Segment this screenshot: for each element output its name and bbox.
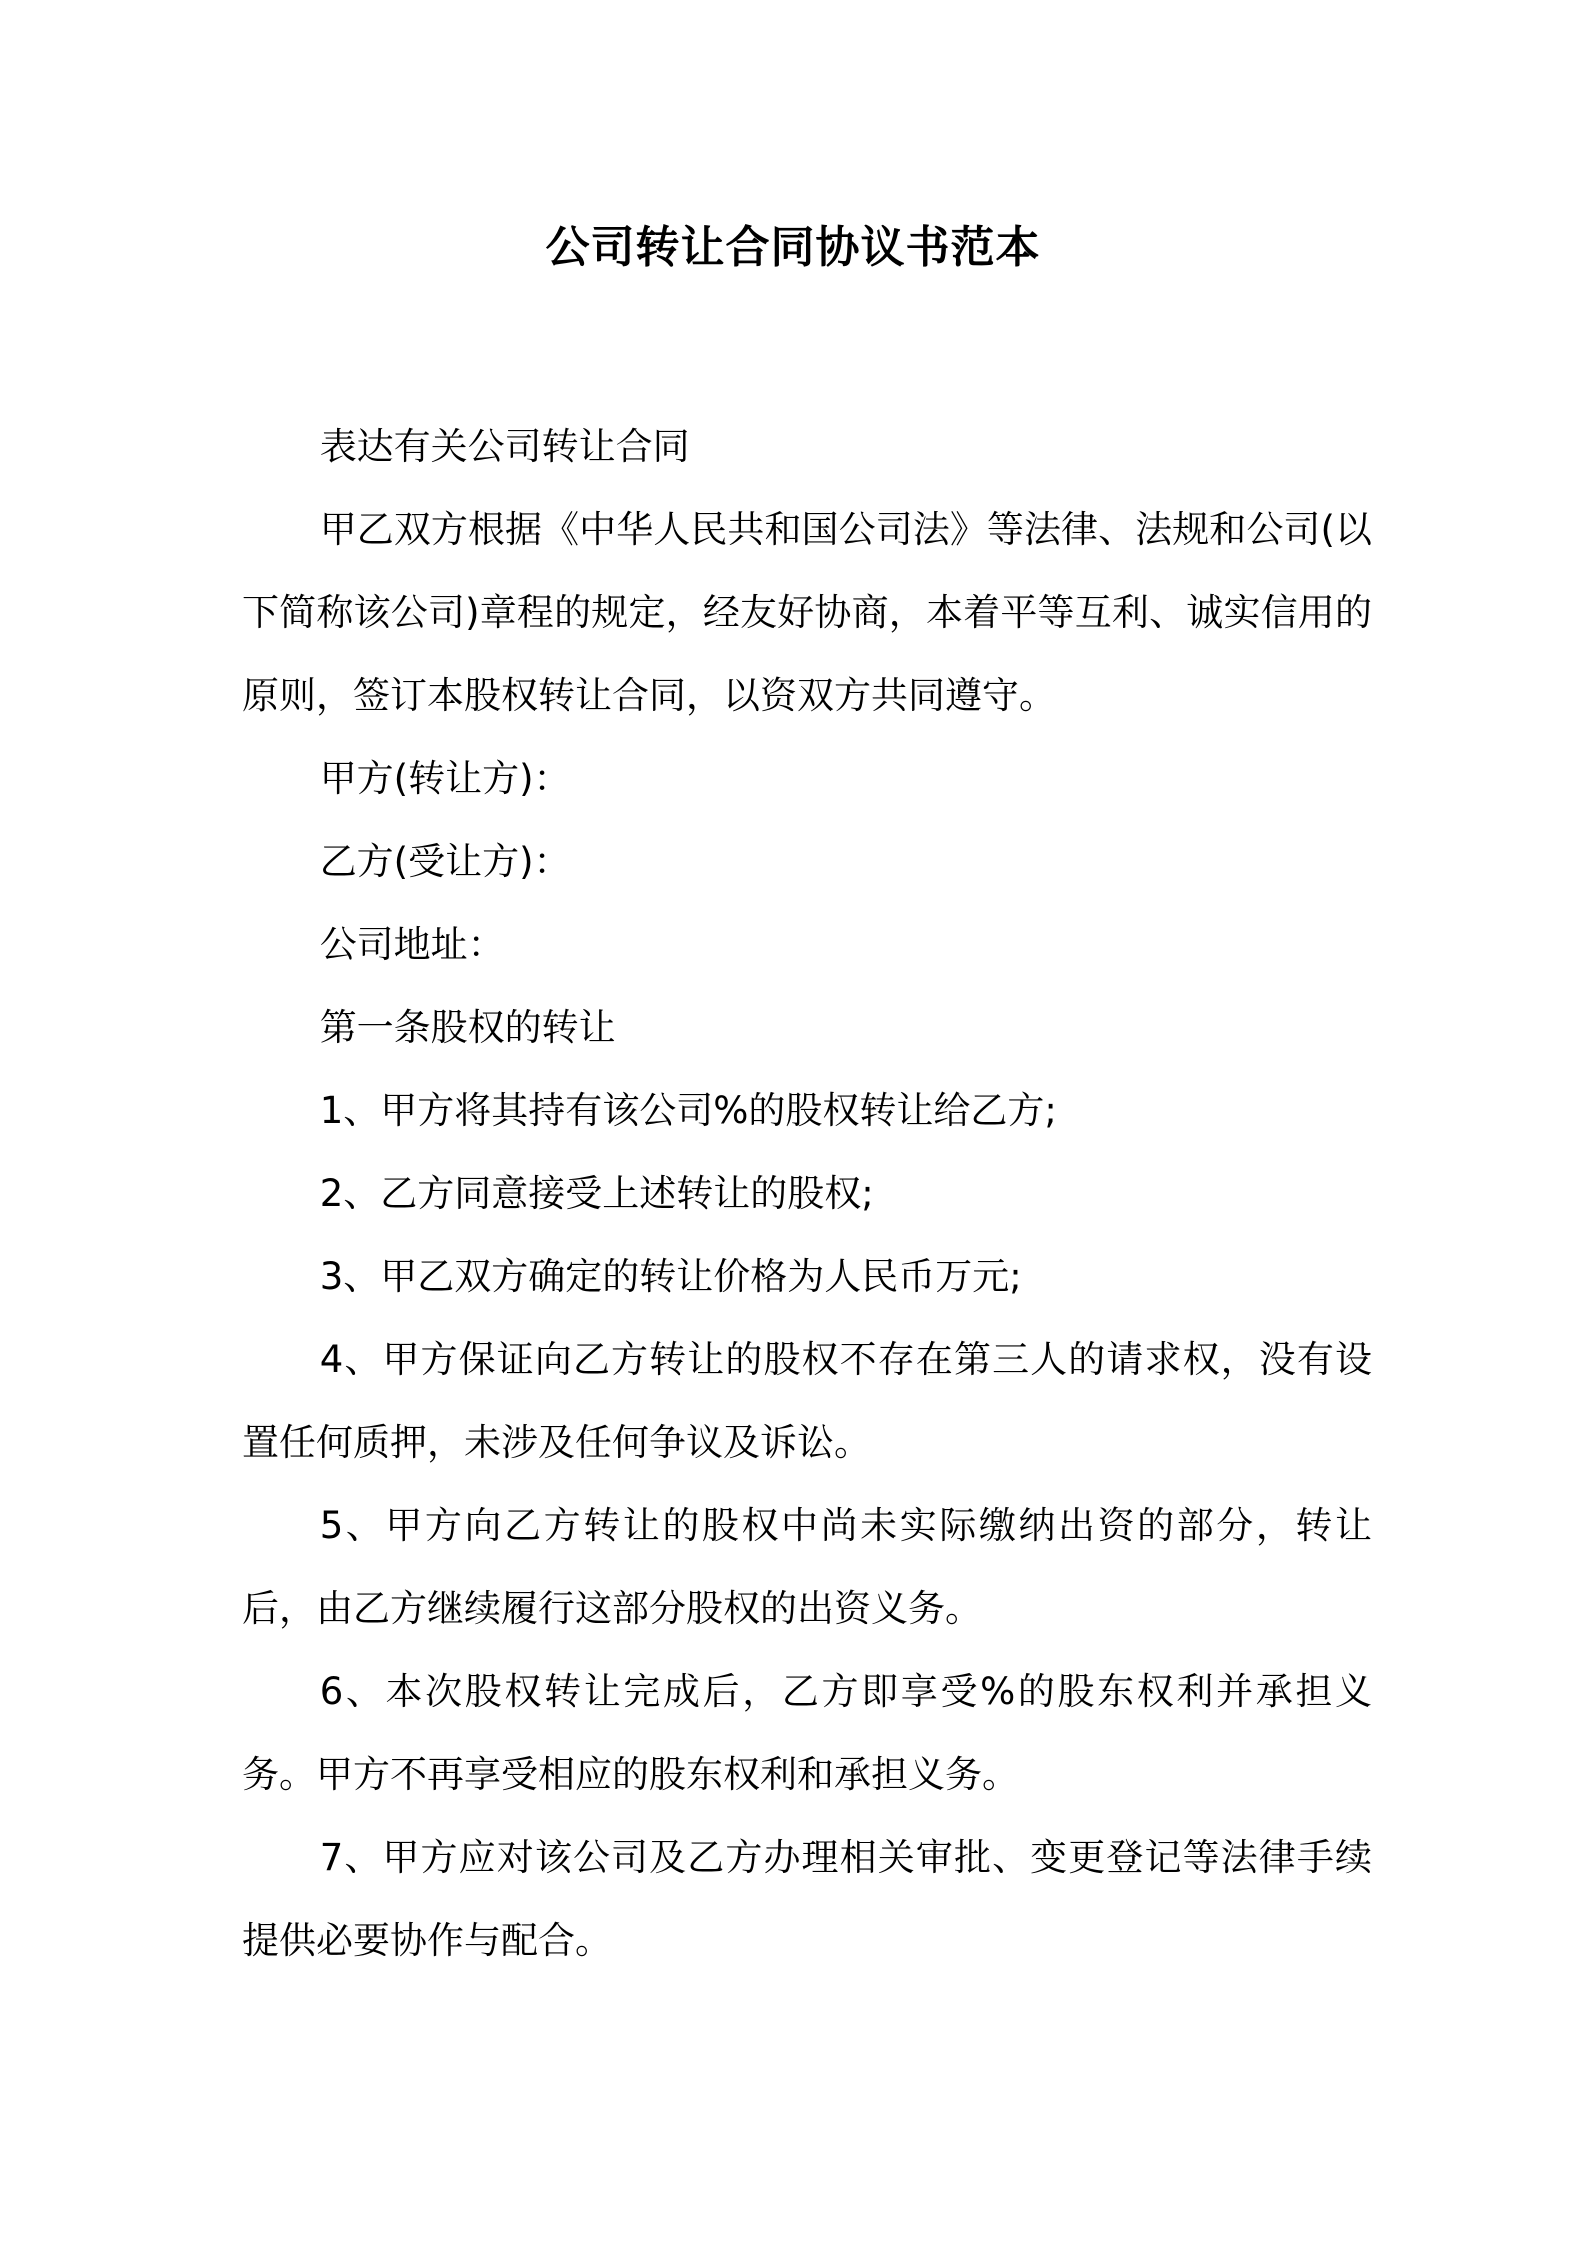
article-one-heading: 第一条股权的转让 [319, 1006, 616, 1049]
paragraph-intro: 表达有关公司转让合同 [319, 425, 690, 468]
clause-6: 6、本次股权转让完成后，乙方即享受%的股东权利并承担义务。甲方不再享受相应的股东权利和承担义务。 [242, 1670, 1372, 1796]
clause-4: 4、甲方保证向乙方转让的股权不存在第三人的请求权，没有设置任何质押，未涉及任何争议及诉讼。 [242, 1338, 1372, 1464]
company-address-line: 公司地址： [319, 923, 505, 966]
party-b-line: 乙方(受让方)： [319, 840, 571, 883]
clause-1: 1、甲方将其持有该公司%的股权转让给乙方; [319, 1089, 1057, 1132]
clause-2: 2、乙方同意接受上述转让的股权; [319, 1172, 874, 1215]
paragraph-preamble: 甲乙双方根据《中华人民共和国公司法》等法律、法规和公司(以下简称该公司)章程的规定，经友好协商，本着平等互利、诚实信用的原则，签订本股权转让合同，以资双方共同遵守。 [242, 508, 1372, 717]
document-title: 公司转让合同协议书范本 [545, 222, 1041, 273]
clause-3: 3、甲乙双方确定的转让价格为人民币万元; [319, 1255, 1022, 1298]
party-a-line: 甲方(转让方)： [319, 757, 571, 800]
clause-7: 7、甲方应对该公司及乙方办理相关审批、变更登记等法律手续提供必要协作与配合。 [242, 1836, 1372, 1962]
clause-5: 5、甲方向乙方转让的股权中尚未实际缴纳出资的部分，转让后，由乙方继续履行这部分股权的出资义务。 [242, 1504, 1372, 1630]
document-body [242, 405, 1372, 1982]
